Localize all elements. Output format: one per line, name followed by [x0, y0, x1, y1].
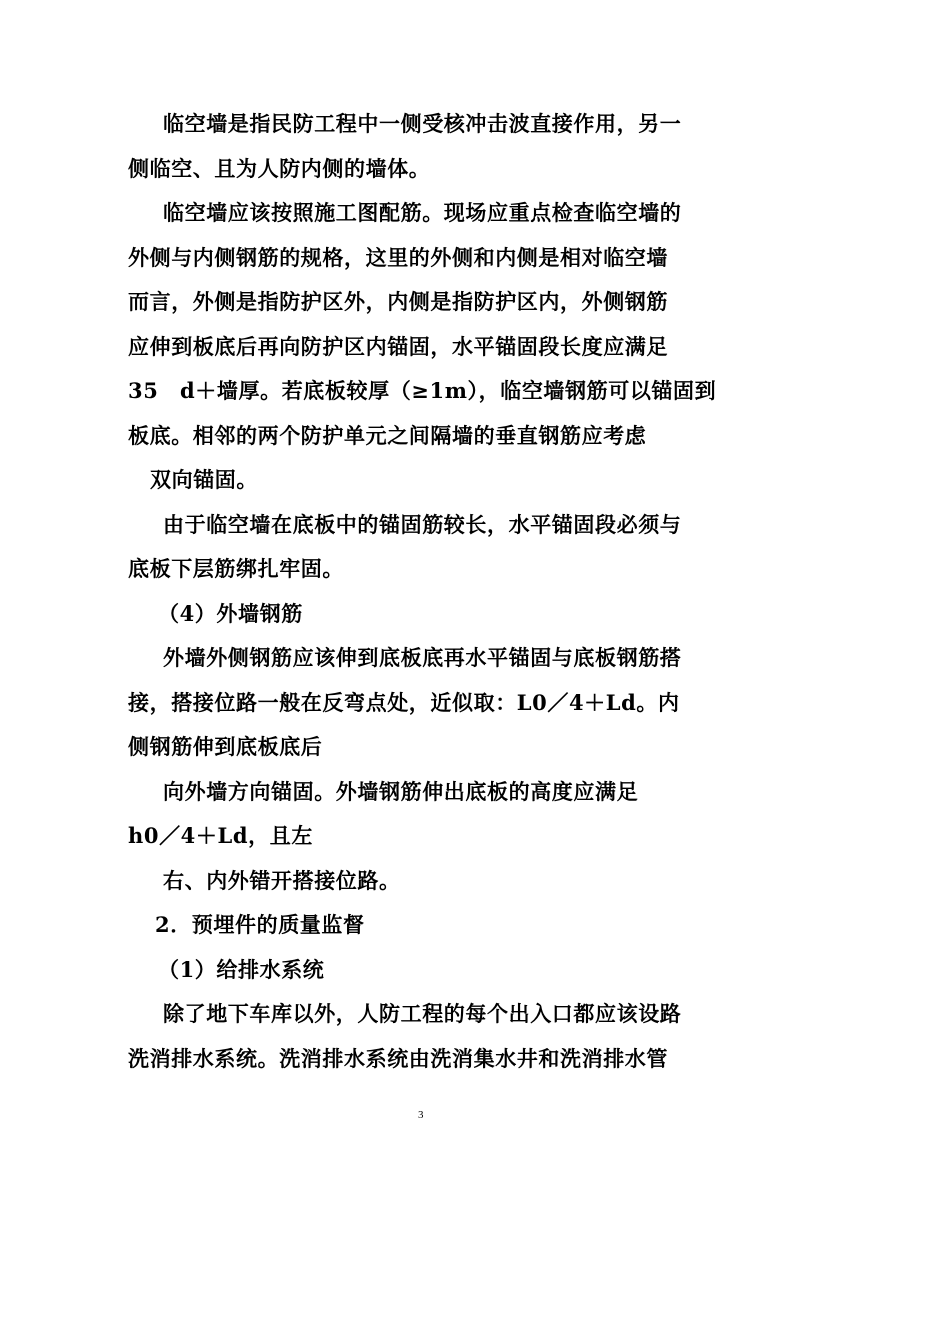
text-line: 右、内外错开搭接位路。	[163, 868, 401, 893]
text-line: 洗消排水系统。洗消排水系统由洗消集水井和洗消排水管	[128, 1046, 668, 1071]
section-heading: （1）给排水系统	[158, 957, 325, 982]
section-heading: 2．预埋件的质量监督	[155, 912, 365, 937]
text-line: 除了地下车库以外，人防工程的每个出入口都应该设路	[163, 1001, 682, 1026]
text-line: 外侧与内侧钢筋的规格，这里的外侧和内侧是相对临空墙	[128, 245, 668, 270]
text-line: 临空墙应该按照施工图配筋。现场应重点检查临空墙的	[163, 200, 682, 225]
text-line: 底板下层筋绑扎牢固。	[128, 556, 344, 581]
text-line: 而言，外侧是指防护区外，内侧是指防护区内，外侧钢筋	[128, 289, 668, 314]
page-number: 3	[418, 1109, 424, 1121]
text-line: 35 d＋墙厚。若底板较厚（≥1m），临空墙钢筋可以锚固到	[128, 378, 717, 403]
text-line: 侧临空、且为人防内侧的墙体。	[128, 156, 431, 181]
text-line: h0／4＋Ld，且左	[128, 823, 313, 848]
text-line: 向外墙方向锚固。外墙钢筋伸出底板的高度应满足	[163, 779, 639, 804]
section-heading: （4）外墙钢筋	[158, 601, 303, 626]
text-line: 外墙外侧钢筋应该伸到底板底再水平锚固与底板钢筋搭	[163, 645, 682, 670]
text-line: 由于临空墙在底板中的锚固筋较长，水平锚固段必须与	[163, 512, 682, 537]
text-line: 侧钢筋伸到底板底后	[128, 734, 323, 759]
text-line: 临空墙是指民防工程中一侧受核冲击波直接作用，另一	[163, 111, 682, 136]
text-line: 接，搭接位路一般在反弯点处，近似取：L0／4＋Ld。内	[128, 690, 680, 715]
text-line: 应伸到板底后再向防护区内锚固，水平锚固段长度应满足	[128, 334, 668, 359]
text-line: 双向锚固。	[150, 467, 258, 492]
text-line: 板底。相邻的两个防护单元之间隔墙的垂直钢筋应考虑	[128, 423, 647, 448]
